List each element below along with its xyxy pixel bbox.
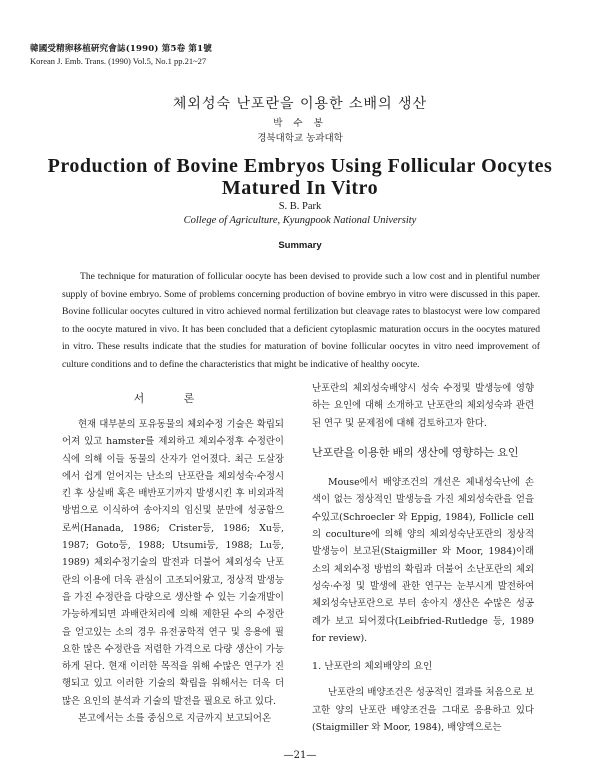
summary-heading: Summary xyxy=(278,240,322,251)
korean-affiliation: 경북대학교 농과대학 xyxy=(257,133,343,144)
left-column xyxy=(62,390,284,727)
page-number: —21— xyxy=(283,750,317,761)
introduction-heading: 서 론 xyxy=(133,392,213,405)
journal-info-english: Korean J. Emb. Trans. (1990) Vol.5, No.1 pp.21~27 xyxy=(30,56,207,66)
english-author: S. B. Park xyxy=(278,201,322,212)
summary-text: The technique for maturation of follicular oocyte has been devised to provide such a low cost and in plentiful number supply of bovine embryo. Some of problems concerning production of bovine embryo in vitro were discussed in this paper. Bovine follicular oocytes cultured in vitro achieved normal fertilization but cleavage rates to blastocyst were low compared to the oocyte matured in vivo. It has been concluded that a deficient cytoplasmic maturation occurs in the oocytes matured in vitro. These results indicate that the studies for maturation of bovine follicular oocytes in vitro need improvement of culture conditions and to define the characteristics that might be indicative of healthy oocyte. xyxy=(62,271,540,370)
factors-section-heading: 난포란을 이용한 배의 생산에 영향하는 요인 xyxy=(312,446,519,459)
korean-title: 체외성숙 난포란을 이용한 소배의 생산 xyxy=(172,96,428,112)
journal-info-korean: 韓國受精卵移植硏究會誌(1990) 第5卷 第1號 xyxy=(30,44,212,54)
culture-factors-subheading: 1. 난포란의 체외배양의 요인 xyxy=(312,661,433,673)
culture-factors-paragraph: 난포란의 배양조건은 성공적인 결과를 처음으로 보고한 양의 난포란 배양조건을 그대로 응용하고 있다(Staigmiller 와 Moor, 1984), 배양액으로는 xyxy=(312,687,534,734)
english-affiliation: College of Agriculture, Kyungpook National University xyxy=(183,215,417,226)
introduction-continuation: 난포란의 체외성숙배양시 성숙 수정및 발생능에 영향하는 요인에 대해 소개하고 난포란의 체외성숙과 관련된 연구 및 문제점에 대해 검토하고자 한다. xyxy=(312,383,534,429)
korean-author: 박 수 봉 xyxy=(273,118,327,129)
factors-paragraph-1: Mouse에서 배양조건의 개선은 체내성숙난에 손색이 없는 정상적인 발생능을 가진 체외성숙란을 얻을 수있고(Schroecler 와 Eppig, 1984), Follicle cell의 coculture에 의해 양의 체외성숙난포란의 정상적 발생능이 보고된(Staigmiller 와 Moor, 1984)이래 소의 체외수정 방법의 확립과 더불어 소난포란의 체외성숙·수정 및 발생에 관한 연구는 눈부시게 발전하여 체외성숙난포란으로 부터 송아지 생산은 수많은 성공례가 보고 되어졌다(Leibfried-Rutledge 등, 1989 for review). xyxy=(312,477,534,644)
right-column xyxy=(312,380,534,736)
english-title: Production of Bovine Embryos Using Follicular Oocytes Matured In Vitro xyxy=(47,155,553,199)
introduction-paragraph-2: 본고에서는 소를 중심으로 지금까지 보고되어온 xyxy=(78,713,272,725)
introduction-paragraph-1: 현재 대부분의 포유동물의 체외수정 기술은 확립되어져 있고 hamster를 제외하고 체외수정후 수정란이식에 의해 이들 동물의 산자가 얻어졌다. 최근 도살장에서 쉽게 얻어지는 난소의 난포란을 체외성숙·수정시킨 후 상실배 혹은 배반포기까지 발생시킨 후 비외과적 방법으로 이식하여 송아지의 임신및 분만에 성공함으로써(Hanada, 1986; Crister등, 1986; Xu등, 1987; Goto등, 1988; Utsumi등, 1988; Lu등, 1989) 체외수정기술의 발전과 더불어 체외성숙 난포란의 이용에 더욱 관심이 고조되어왔고, 정상적 발생능을 가진 수정란을 다량으로 생산할 수 있는 기술개발이 가능하게되면 과배란처리에 의해 제한된 수의 수정란을 얻고있는 소의 경우 유전공학적 연구 및 응용에 필요한 많은 수정란을 저렴한 가격으로 다량 생산이 가능하게 된다. 현재 이러한 목적을 위해 수많은 연구가 진행되고 있고 이러한 기술의 확립을 위해서는 더욱 더 많은 요인의 분석과 기술의 발전을 필요로 하고 있다. xyxy=(62,419,284,707)
